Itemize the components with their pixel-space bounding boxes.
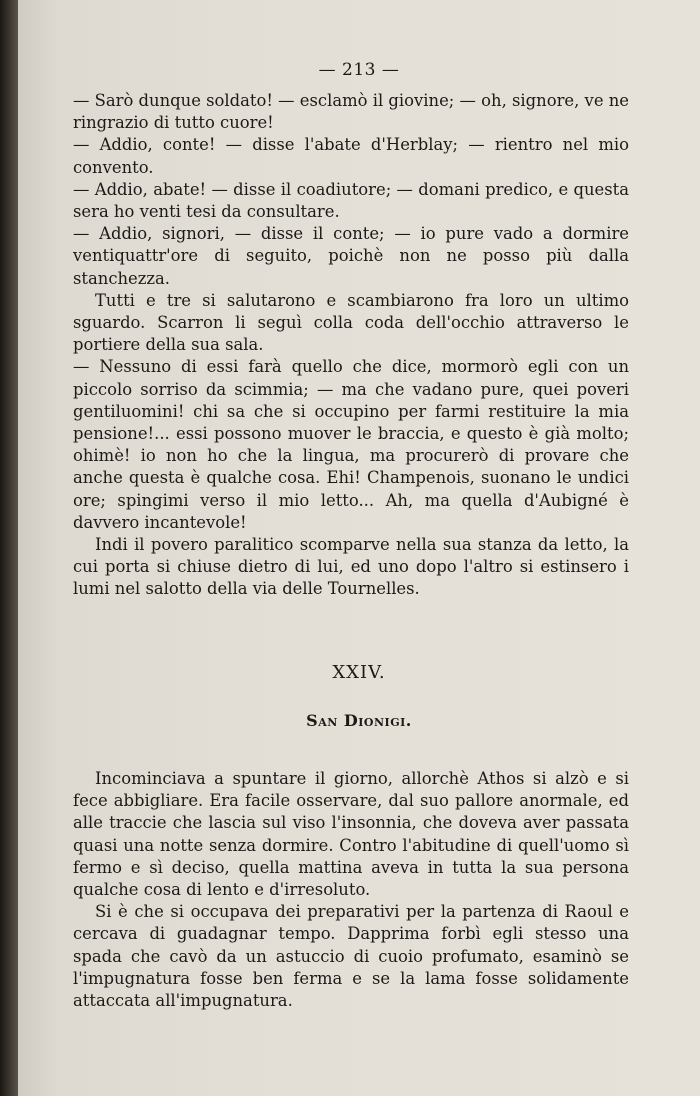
text-block-lower (73, 768, 629, 1012)
chapter-title: San Dionigi. (306, 711, 412, 730)
book-page (18, 0, 700, 1096)
page-number: — 213 — (318, 60, 400, 80)
paragraph: Si è che si occupava dei preparativi per la partenza di Raoul e cercava di guadagnar tempo. Dapprima forbì egli stesso una spada che cavò da un astuccio di cuoio profumato, esaminò se l'impugnatura fosse ben ferma e se la lama fosse solidamente attaccata all'impugnatura. (73, 902, 629, 1011)
paragraph: Tutti e tre si salutarono e scambiarono fra loro un ultimo sguardo. Scarron li seguì colla coda dell'occhio attraverso le portiere della sua sala. (73, 290, 629, 355)
text-block-upper (73, 90, 629, 601)
book-gutter (0, 0, 18, 1096)
paragraph: — Addio, conte! — disse l'abate d'Herblay; — rientro nel mio convento. (73, 135, 629, 177)
paragraph: — Sarò dunque soldato! — esclamò il giovine; — oh, signore, ve ne ringrazio di tutto cuore! (73, 91, 629, 133)
paragraph: — Nessuno di essi farà quello che dice, mormorò egli con un piccolo sorriso da scimmia; — ma che vadano pure, quei poveri gentiluomini! chi sa che si occupino per farmi restituire la mia pensione!... essi possono muover le braccia, e questo è già molto; ohimè! io non ho che la lingua, ma procurerò di provare che anche questa è qualche cosa. Ehi! Champenois, suonano le undici ore; spingimi verso il mio letto... Ah, ma quella d'Aubigné è davvero incantevole! (73, 357, 629, 532)
chapter-number: XXIV. (332, 662, 386, 683)
paragraph: — Addio, signori, — disse il conte; — io pure vado a dormire ventiquattr'ore di seguito, poichè non ne posso più dalla stanchezza. (73, 224, 629, 288)
paragraph: Indi il povero paralitico scomparve nella sua stanza da letto, la cui porta si chiuse dietro di lui, ed uno dopo l'altro si estinsero i lumi nel salotto della via delle Tournelles. (73, 535, 629, 599)
paragraph: — Addio, abate! — disse il coadiutore; — domani predico, e questa sera ho venti tesi da consultare. (73, 179, 629, 222)
paragraph: Incominciava a spuntare il giorno, allorchè Athos si alzò e si fece abbigliare. Era facile osservare, dal suo pallore anormale, ed alle traccie che lascia sul viso l'insonnia, che doveva aver passata quasi una notte senza dormire. Contro l'abitudine di quell'uomo sì fermo e sì deciso, quella mattina aveva in tutta la sua persona qualche cosa di lento e d'irresoluto. (73, 769, 629, 900)
